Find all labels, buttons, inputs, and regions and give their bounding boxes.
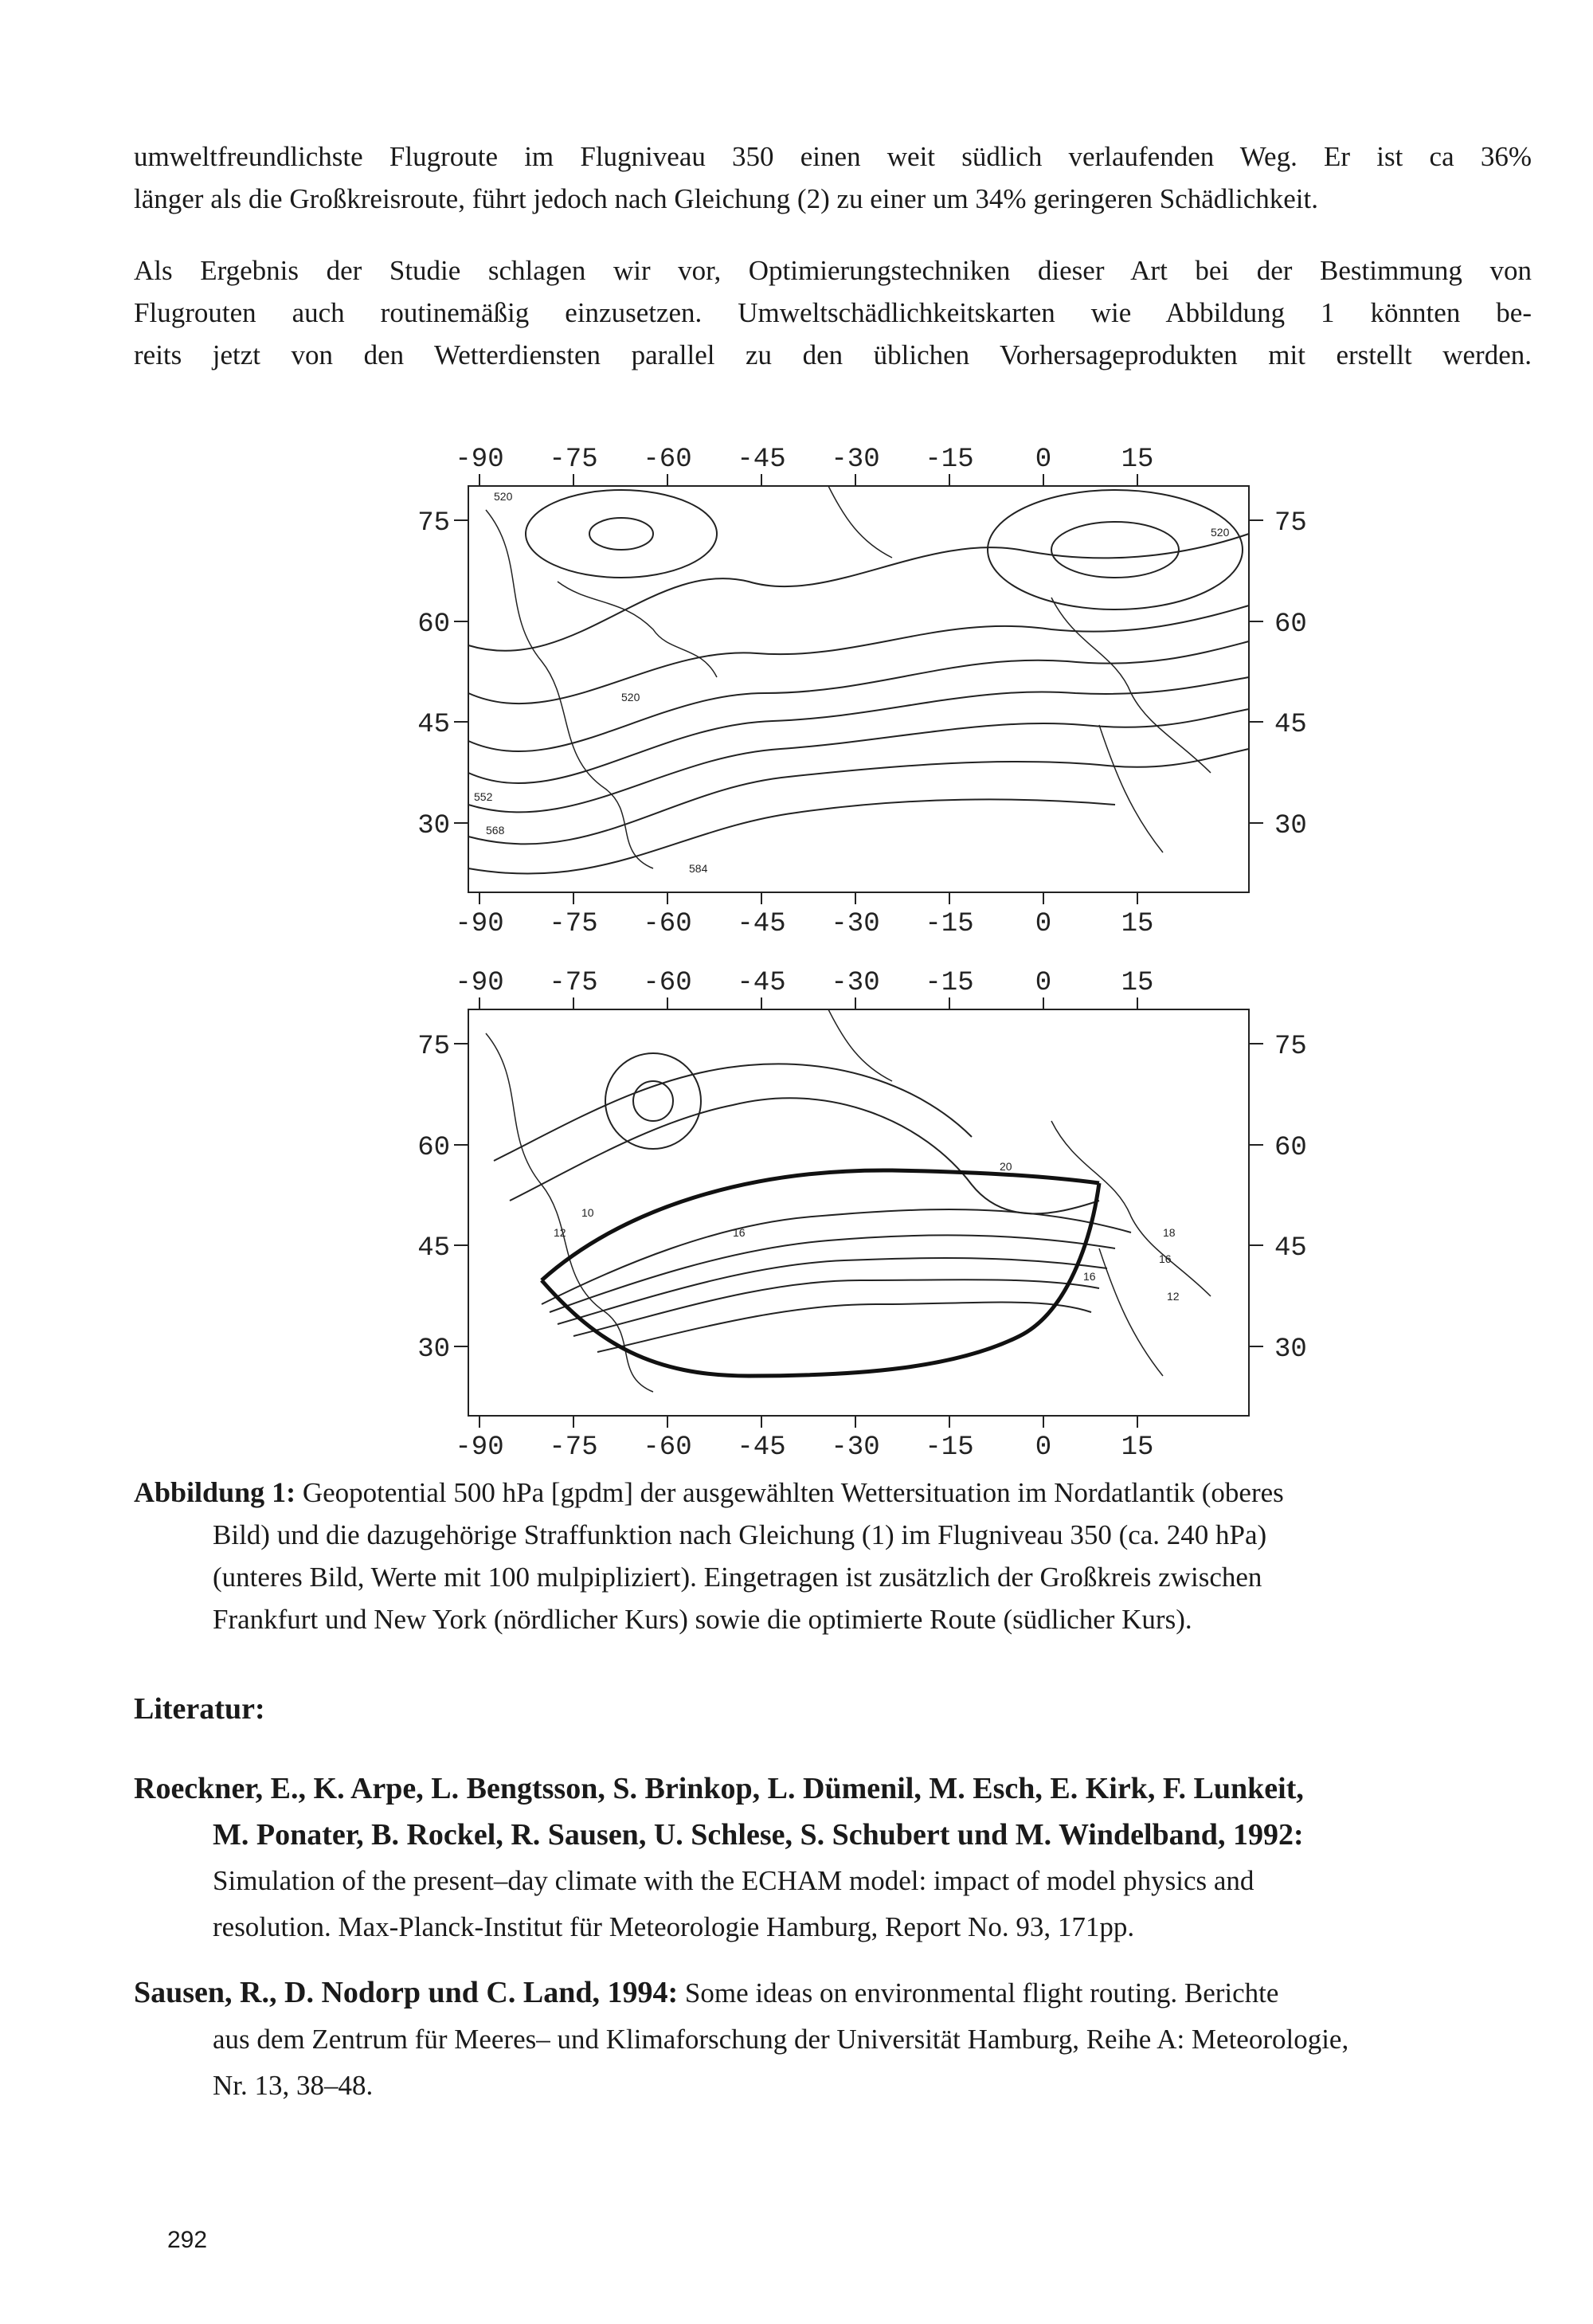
top-coastline <box>1099 725 1163 852</box>
bottom-contour-line <box>573 1280 1099 1336</box>
bottom-map-x-tick-label-bottom: 15 <box>1121 1432 1154 1463</box>
bottom-map-y-tick-label-right: 75 <box>1274 1032 1307 1062</box>
paragraph-1-line-1: umweltfreundlichste Flugroute im Flugniveau 350 einen weit südlich verlaufenden Weg. Er ist ca 36% <box>134 141 1532 172</box>
bottom-contour-label: 16 <box>733 1226 746 1239</box>
reference-sausen <box>134 1969 1532 2109</box>
top-contour-closed <box>1051 522 1179 578</box>
paragraph-2-line-1: Als Ergebnis der Studie schlagen wir vor, Optimierungstechniken dieser Art bei der Bestimmung von <box>134 255 1532 286</box>
bottom-map-y-tick-label: 45 <box>417 1233 450 1264</box>
reference-2-authors: Sausen, R., D. Nodorp und C. Land, 1994: <box>134 1976 679 2009</box>
top-contour-label: 552 <box>474 790 493 803</box>
top-map-x-tick-label: -45 <box>737 445 786 475</box>
paragraph-2-line-3: reits jetzt von den Wetterdiensten parallel zu den üblichen Vorhersageprodukten mit erstellt werden. <box>134 339 1532 370</box>
top-contour-label: 584 <box>689 862 708 875</box>
top-map-y-tick-label-right: 45 <box>1274 710 1307 740</box>
top-map-svg <box>414 438 1307 996</box>
top-map-frame <box>468 486 1249 892</box>
caption-text-1: Geopotential 500 hPa [gpdm] der ausgewählten Wettersituation im Nordatlantik (oberes <box>302 1477 1284 1508</box>
bottom-map-y-tick-label: 60 <box>417 1133 450 1163</box>
top-map-y-tick-label: 30 <box>417 811 450 841</box>
bottom-contour-line <box>558 1258 1107 1324</box>
bottom-map-y-tick-label-right: 30 <box>1274 1334 1307 1365</box>
reference-roeckner <box>134 1766 1532 1950</box>
top-contour-line <box>468 709 1249 812</box>
top-map-x-tick-label-bottom: 15 <box>1121 909 1154 939</box>
top-contour-label: 568 <box>486 824 505 837</box>
paragraph-1 <box>134 135 1532 220</box>
reference-1-authors-line-1: Roeckner, E., K. Arpe, L. Bengtsson, S. Brinkop, L. Dümenil, M. Esch, E. Kirk, F. Lunkeit, <box>134 1772 1304 1805</box>
literature-heading: Literatur: <box>134 1692 265 1726</box>
reference-1-body-line-1: Simulation of the present–day climate with the ECHAM model: impact of model physics and <box>213 1865 1254 1896</box>
bottom-contour-label: 16 <box>1159 1252 1172 1265</box>
bottom-map-x-tick-label: 15 <box>1121 968 1154 998</box>
reference-1-body-line-2: resolution. Max-Planck-Institut für Meteorologie Hamburg, Report No. 93, 171pp. <box>213 1911 1135 1942</box>
bottom-map-x-tick-label-bottom: -90 <box>455 1432 504 1463</box>
top-map-x-tick-label-bottom: -45 <box>737 909 786 939</box>
bottom-map-y-tick-label: 30 <box>417 1334 450 1365</box>
bottom-map-y-tick-label-right: 45 <box>1274 1233 1307 1264</box>
bottom-map-x-tick-label-bottom: -15 <box>925 1432 974 1463</box>
top-map-x-tick-label-bottom: -90 <box>455 909 504 939</box>
bottom-contour-line <box>494 1064 972 1161</box>
caption-line-3: (unteres Bild, Werte mit 100 mulpipliziert). Eingetragen ist zusätzlich der Großkreis zwischen <box>213 1562 1262 1593</box>
bottom-map-y-tick-label: 75 <box>417 1032 450 1062</box>
bottom-map-x-tick-label: -15 <box>925 968 974 998</box>
bottom-map-x-tick-label-bottom: -75 <box>549 1432 598 1463</box>
top-contour-line <box>468 605 1249 703</box>
bottom-map-svg <box>414 962 1307 1519</box>
top-map-x-tick-label-bottom: -30 <box>831 909 880 939</box>
top-contour-closed <box>988 490 1243 609</box>
bottom-coastline <box>828 1009 892 1081</box>
bottom-coastline <box>486 1033 653 1392</box>
bottom-contour-label: 12 <box>554 1226 566 1239</box>
reference-2-title-start: Some ideas on environmental flight routing. Berichte <box>678 1977 1279 2009</box>
bottom-map-x-tick-label-bottom: 0 <box>1035 1432 1052 1463</box>
top-contour-label: 520 <box>1211 526 1230 539</box>
top-contour-closed <box>589 518 653 550</box>
bottom-contour-label: 16 <box>1083 1270 1096 1283</box>
top-map-y-tick-label: 75 <box>417 508 450 539</box>
caption-line-2: Bild) und die dazugehörige Straffunktion nach Gleichung (1) im Flugniveau 350 (ca. 240 hPa) <box>213 1519 1267 1550</box>
bottom-contour-label: 20 <box>1000 1160 1012 1173</box>
bottom-contour-closed <box>605 1053 701 1149</box>
paragraph-2 <box>134 249 1532 376</box>
figure-caption <box>134 1472 1532 1640</box>
bottom-map-x-tick-label: -90 <box>455 968 504 998</box>
bottom-map-y-tick-label-right: 60 <box>1274 1133 1307 1163</box>
top-contour-line <box>468 641 1249 751</box>
top-map-x-tick-label: -90 <box>455 445 504 475</box>
bottom-contour-label: 10 <box>581 1206 594 1219</box>
top-contour-label: 520 <box>494 490 513 503</box>
bottom-map-x-tick-label-bottom: -60 <box>643 1432 692 1463</box>
top-map-y-tick-label-right: 30 <box>1274 811 1307 841</box>
top-contour-line <box>468 799 1115 873</box>
figure-top-geopotential-map <box>414 438 1307 996</box>
top-coastline <box>558 582 717 677</box>
top-map-x-tick-label: -15 <box>925 445 974 475</box>
top-map-x-tick-label-bottom: -60 <box>643 909 692 939</box>
paragraph-1-line-2: länger als die Großkreisroute, führt jedoch nach Gleichung (2) zu einer um 34% geringeren Schädlichkeit. <box>134 183 1318 214</box>
top-contour-line <box>468 749 1249 844</box>
top-map-x-tick-label: 15 <box>1121 445 1154 475</box>
great-circle-route <box>542 1170 1099 1280</box>
paragraph-2-line-2: Flugrouten auch routinemäßig einzusetzen. Umweltschädlichkeitskarten wie Abbildung 1 könnten be- <box>134 297 1532 328</box>
top-contour-label: 520 <box>621 691 640 703</box>
caption-label: Abbildung 1: <box>134 1476 296 1508</box>
figure-bottom-penalty-map <box>414 962 1307 1519</box>
top-map-x-tick-label: -75 <box>549 445 598 475</box>
bottom-map-x-tick-label: 0 <box>1035 968 1052 998</box>
top-map-x-tick-label: -30 <box>831 445 880 475</box>
top-map-y-tick-label-right: 75 <box>1274 508 1307 539</box>
top-map-x-tick-label: 0 <box>1035 445 1052 475</box>
bottom-coastline <box>1099 1248 1163 1376</box>
page-number: 292 <box>167 2227 208 2253</box>
top-map-y-tick-label: 45 <box>417 710 450 740</box>
bottom-map-x-tick-label: -60 <box>643 968 692 998</box>
top-coastline <box>486 510 653 868</box>
top-coastline <box>1051 598 1211 773</box>
bottom-map-x-tick-label: -30 <box>831 968 880 998</box>
top-map-y-tick-label-right: 60 <box>1274 609 1307 640</box>
top-map-x-tick-label-bottom: 0 <box>1035 909 1052 939</box>
reference-1-authors-line-2: M. Ponater, B. Rockel, R. Sausen, U. Schlese, S. Schubert und M. Windelband, 1992: <box>213 1818 1304 1852</box>
caption-line-4: Frankfurt und New York (nördlicher Kurs) sowie die optimierte Route (südlicher Kurs). <box>213 1604 1192 1635</box>
reference-2-body-line-2: Nr. 13, 38–48. <box>213 2070 374 2101</box>
caption-line-1 <box>134 1472 1532 1514</box>
bottom-contour-line <box>550 1235 1115 1312</box>
top-map-x-tick-label-bottom: -75 <box>549 909 598 939</box>
top-map-x-tick-label: -60 <box>643 445 692 475</box>
top-map-x-tick-label-bottom: -15 <box>925 909 974 939</box>
top-contour-closed <box>526 490 717 578</box>
bottom-contour-line <box>510 1098 1099 1213</box>
bottom-map-x-tick-label-bottom: -30 <box>831 1432 880 1463</box>
bottom-map-x-tick-label: -45 <box>737 968 786 998</box>
bottom-contour-label: 12 <box>1167 1290 1180 1303</box>
top-coastline <box>828 486 892 558</box>
reference-2-line-1 <box>134 1969 1532 2016</box>
top-map-y-tick-label: 60 <box>417 609 450 640</box>
bottom-map-x-tick-label: -75 <box>549 968 598 998</box>
bottom-map-x-tick-label-bottom: -45 <box>737 1432 786 1463</box>
reference-2-body-line-1: aus dem Zentrum für Meeres– und Klimaforschung der Universität Hamburg, Reihe A: Meteorologie, <box>213 2024 1349 2055</box>
bottom-contour-label: 18 <box>1163 1226 1176 1239</box>
top-contour-line <box>468 534 1249 651</box>
